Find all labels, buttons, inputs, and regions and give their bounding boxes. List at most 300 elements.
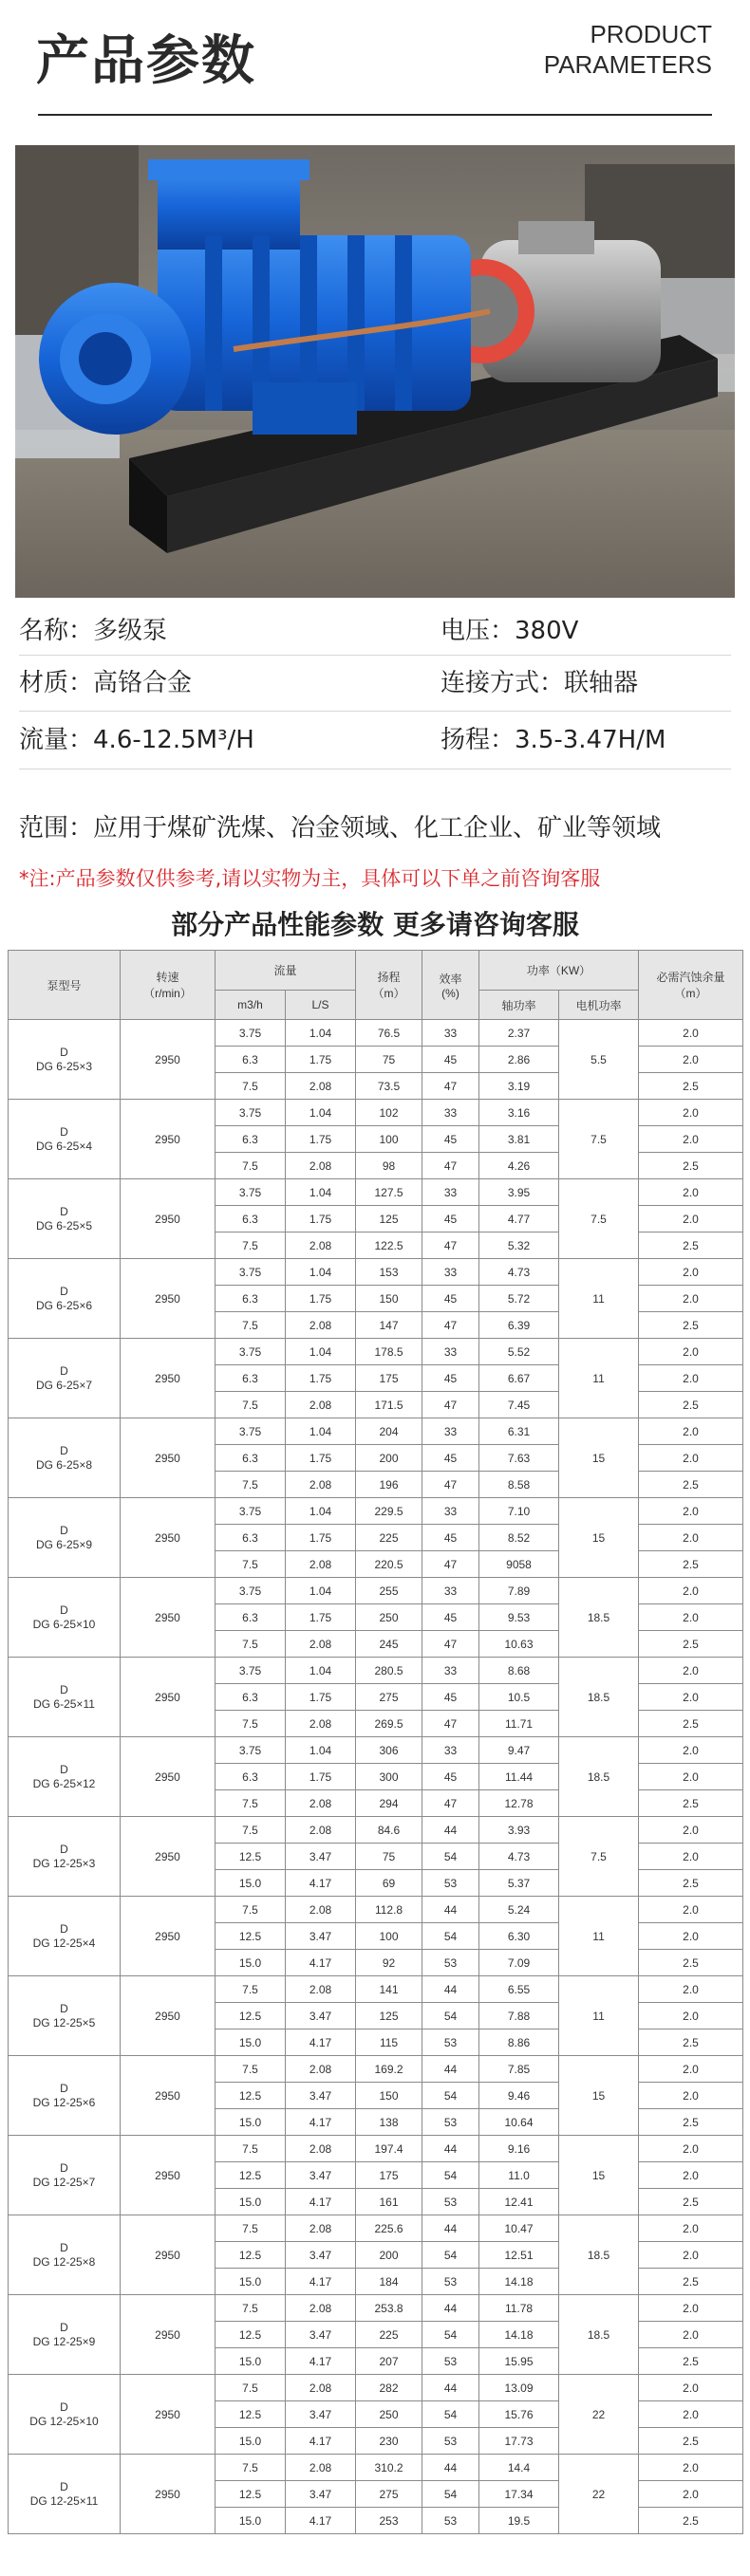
cell-flow-ls: 4.17 [286, 1870, 356, 1897]
cell-npsh: 2.0 [639, 1126, 743, 1153]
cell-shaft-power: 5.32 [479, 1232, 559, 1259]
cell-npsh: 2.0 [639, 1817, 743, 1844]
cell-flow-ls: 1.04 [286, 1100, 356, 1126]
cell-npsh: 2.5 [639, 1232, 743, 1259]
cell-flow-m3h: 12.5 [216, 2242, 286, 2269]
cell-model [9, 2215, 121, 2295]
cell-speed: 2950 [121, 1498, 216, 1578]
cell-npsh: 2.5 [639, 2269, 743, 2295]
cell-shaft-power: 6.39 [479, 1312, 559, 1339]
cell-flow-ls: 1.04 [286, 1339, 356, 1365]
cell-head: 306 [356, 1737, 422, 1764]
cell-speed: 2950 [121, 1020, 216, 1100]
title-english-line-2: PARAMETERS [543, 50, 712, 79]
cell-flow-m3h: 7.5 [216, 2375, 286, 2401]
cell-model [9, 1020, 121, 1100]
cell-npsh: 2.0 [639, 1339, 743, 1365]
cell-flow-m3h: 7.5 [216, 1711, 286, 1737]
cell-flow-m3h: 15.0 [216, 2348, 286, 2375]
material-value: 高铬合金 [93, 669, 193, 697]
page-title: 产品参数 [36, 30, 256, 92]
cell-npsh: 2.5 [639, 2508, 743, 2534]
cell-head: 100 [356, 1126, 422, 1153]
cell-efficiency: 54 [422, 1923, 479, 1950]
cell-speed: 2950 [121, 1817, 216, 1897]
cell-flow-ls: 2.08 [286, 1232, 356, 1259]
cell-efficiency: 53 [422, 2508, 479, 2534]
cell-efficiency: 47 [422, 1153, 479, 1179]
cell-shaft-power: 11.0 [479, 2162, 559, 2189]
cell-efficiency: 45 [422, 1206, 479, 1232]
cell-speed: 2950 [121, 2136, 216, 2215]
table-row [9, 2375, 743, 2401]
table-row [9, 2056, 743, 2083]
cell-flow-m3h: 7.5 [216, 1631, 286, 1658]
cell-flow-ls: 1.75 [286, 1445, 356, 1472]
cell-shaft-power: 12.78 [479, 1790, 559, 1817]
cell-npsh: 2.0 [639, 1923, 743, 1950]
cell-shaft-power: 5.52 [479, 1339, 559, 1365]
cell-npsh: 2.0 [639, 1445, 743, 1472]
cell-efficiency: 44 [422, 2056, 479, 2083]
cell-npsh: 2.0 [639, 1047, 743, 1073]
cell-head: 76.5 [356, 1020, 422, 1047]
cell-motor-power: 7.5 [559, 1100, 639, 1179]
cell-efficiency: 47 [422, 1312, 479, 1339]
cell-model [9, 1897, 121, 1976]
model-prefix: D [60, 2001, 68, 2015]
connection-label: 连接方式： [441, 669, 565, 697]
model-name: DG 6-25×12 [32, 1776, 96, 1790]
model-name: DG 6-25×11 [33, 1696, 95, 1711]
cell-efficiency: 44 [422, 2295, 479, 2322]
cell-speed: 2950 [121, 2056, 216, 2136]
cell-shaft-power: 4.73 [479, 1844, 559, 1870]
cell-model [9, 1498, 121, 1578]
cell-head: 178.5 [356, 1339, 422, 1365]
cell-flow-ls: 2.08 [286, 1153, 356, 1179]
cell-efficiency: 47 [422, 1551, 479, 1578]
cell-npsh: 2.5 [639, 2029, 743, 2056]
cell-flow-ls: 2.08 [286, 1790, 356, 1817]
cell-flow-m3h: 12.5 [216, 2162, 286, 2189]
cell-npsh: 2.5 [639, 2189, 743, 2215]
model-prefix: D [60, 1682, 68, 1696]
voltage-value: 380V [515, 617, 579, 645]
cell-speed: 2950 [121, 1658, 216, 1737]
cell-shaft-power: 7.09 [479, 1950, 559, 1976]
cell-model [9, 2375, 121, 2455]
cell-flow-m3h: 6.3 [216, 1604, 286, 1631]
cell-head: 225 [356, 2322, 422, 2348]
table-row [9, 1418, 743, 1445]
header-model: 泵型号 [9, 951, 121, 1020]
cell-head: 255 [356, 1578, 422, 1604]
cell-model [9, 1737, 121, 1817]
page-title-english [544, 19, 712, 80]
header-efficiency [422, 951, 479, 1020]
cell-efficiency: 53 [422, 1950, 479, 1976]
spec-list [19, 607, 731, 769]
cell-flow-ls: 1.04 [286, 1737, 356, 1764]
cell-efficiency: 45 [422, 1445, 479, 1472]
cell-flow-ls: 2.08 [286, 1897, 356, 1923]
cell-npsh: 2.0 [639, 2056, 743, 2083]
cell-head: 75 [356, 1047, 422, 1073]
table-row [9, 2215, 743, 2242]
cell-head: 138 [356, 2109, 422, 2136]
cell-model [9, 2295, 121, 2375]
cell-flow-ls: 3.47 [286, 2242, 356, 2269]
cell-model [9, 1339, 121, 1418]
cell-flow-m3h: 12.5 [216, 2083, 286, 2109]
cell-shaft-power: 17.34 [479, 2481, 559, 2508]
cell-flow-ls: 3.47 [286, 1923, 356, 1950]
cell-npsh: 2.0 [639, 1525, 743, 1551]
cell-model [9, 1259, 121, 1339]
cell-efficiency: 54 [422, 2003, 479, 2029]
cell-model [9, 1578, 121, 1658]
cell-flow-m3h: 6.3 [216, 1126, 286, 1153]
cell-model [9, 2455, 121, 2534]
model-prefix: D [60, 1921, 68, 1936]
model-prefix: D [60, 1443, 68, 1457]
model-prefix: D [60, 1045, 68, 1059]
cell-shaft-power: 10.47 [479, 2215, 559, 2242]
cell-head: 300 [356, 1764, 422, 1790]
name-label: 名称： [19, 617, 94, 645]
disclaimer-note: *注:产品参数仅供参考,请以实物为主，具体可以下单之前咨询客服 [19, 867, 601, 890]
cell-shaft-power: 19.5 [479, 2508, 559, 2534]
cell-head: 250 [356, 2401, 422, 2428]
cell-efficiency: 44 [422, 2215, 479, 2242]
cell-flow-ls: 4.17 [286, 2348, 356, 2375]
header-npsh [639, 951, 743, 1020]
cell-flow-m3h: 15.0 [216, 1950, 286, 1976]
cell-model [9, 1179, 121, 1259]
cell-speed: 2950 [121, 2375, 216, 2455]
cell-npsh: 2.0 [639, 1897, 743, 1923]
cell-head: 245 [356, 1631, 422, 1658]
cell-speed: 2950 [121, 1976, 216, 2056]
model-prefix: D [60, 1284, 68, 1298]
cell-efficiency: 47 [422, 1232, 479, 1259]
cell-shaft-power: 10.64 [479, 2109, 559, 2136]
model-name: DG 12-25×8 [32, 2254, 96, 2269]
cell-efficiency: 45 [422, 1365, 479, 1392]
cell-head: 150 [356, 2083, 422, 2109]
cell-flow-m3h: 15.0 [216, 1870, 286, 1897]
cell-flow-ls: 1.75 [286, 1126, 356, 1153]
cell-flow-m3h: 3.75 [216, 1259, 286, 1286]
cell-npsh: 2.0 [639, 1976, 743, 2003]
cell-shaft-power: 4.26 [479, 1153, 559, 1179]
cell-npsh: 2.0 [639, 2162, 743, 2189]
cell-shaft-power: 17.73 [479, 2428, 559, 2455]
table-row [9, 1578, 743, 1604]
cell-flow-m3h: 3.75 [216, 1100, 286, 1126]
cell-head: 310.2 [356, 2455, 422, 2481]
cell-npsh: 2.0 [639, 1365, 743, 1392]
cell-efficiency: 54 [422, 2322, 479, 2348]
cell-npsh: 2.0 [639, 2481, 743, 2508]
cell-npsh: 2.0 [639, 2003, 743, 2029]
cell-flow-ls: 2.08 [286, 2215, 356, 2242]
model-name: DG 12-25×5 [32, 2015, 96, 2029]
cell-flow-m3h: 15.0 [216, 2029, 286, 2056]
cell-motor-power: 15 [559, 2136, 639, 2215]
model-name: DG 6-25×6 [35, 1298, 93, 1312]
cell-npsh: 2.0 [639, 1684, 743, 1711]
cell-flow-ls: 3.47 [286, 2083, 356, 2109]
cell-efficiency: 54 [422, 2162, 479, 2189]
section-title: 部分产品性能参数 更多请咨询客服 [171, 909, 579, 940]
cell-efficiency: 54 [422, 2401, 479, 2428]
head-value: 3.5-3.47H/M [515, 726, 666, 754]
cell-npsh: 2.0 [639, 2295, 743, 2322]
cell-motor-power: 22 [559, 2375, 639, 2455]
cell-shaft-power: 9.46 [479, 2083, 559, 2109]
cell-npsh: 2.0 [639, 1418, 743, 1445]
cell-npsh: 2.0 [639, 1578, 743, 1604]
cell-flow-m3h: 15.0 [216, 2428, 286, 2455]
cell-head: 200 [356, 1445, 422, 1472]
model-name: DG 12-25×11 [29, 2493, 99, 2508]
cell-flow-ls: 1.75 [286, 1206, 356, 1232]
cell-flow-ls: 1.04 [286, 1658, 356, 1684]
cell-npsh: 2.5 [639, 1153, 743, 1179]
cell-flow-ls: 3.47 [286, 2401, 356, 2428]
cell-npsh: 2.5 [639, 2348, 743, 2375]
header-speed-unit: （r/min） [143, 987, 192, 1000]
cell-flow-m3h: 7.5 [216, 1232, 286, 1259]
material-label: 材质： [19, 669, 94, 697]
cell-speed: 2950 [121, 1897, 216, 1976]
cell-efficiency: 45 [422, 1604, 479, 1631]
cell-npsh: 2.5 [639, 1392, 743, 1418]
spec-voltage [441, 607, 578, 655]
cell-efficiency: 44 [422, 1817, 479, 1844]
cell-flow-ls: 2.08 [286, 1551, 356, 1578]
flow-label: 流量： [19, 726, 94, 754]
cell-motor-power: 11 [559, 1897, 639, 1976]
spec-row-flow-head [19, 712, 731, 769]
cell-efficiency: 44 [422, 1976, 479, 2003]
cell-shaft-power: 15.95 [479, 2348, 559, 2375]
cell-shaft-power: 9.16 [479, 2136, 559, 2162]
cell-shaft-power: 7.85 [479, 2056, 559, 2083]
cell-head: 253 [356, 2508, 422, 2534]
cell-flow-m3h: 7.5 [216, 2136, 286, 2162]
cell-flow-m3h: 7.5 [216, 1153, 286, 1179]
cell-head: 102 [356, 1100, 422, 1126]
model-prefix: D [60, 1523, 68, 1537]
cell-motor-power: 15 [559, 1418, 639, 1498]
cell-npsh: 2.0 [639, 2083, 743, 2109]
cell-flow-ls: 2.08 [286, 2136, 356, 2162]
cell-head: 153 [356, 1259, 422, 1286]
spec-range [19, 811, 741, 845]
cell-shaft-power: 7.89 [479, 1578, 559, 1604]
cell-flow-m3h: 6.3 [216, 1206, 286, 1232]
cell-npsh: 2.5 [639, 1631, 743, 1658]
cell-motor-power: 18.5 [559, 2215, 639, 2295]
cell-flow-m3h: 15.0 [216, 2508, 286, 2534]
cell-efficiency: 47 [422, 1631, 479, 1658]
table-body [9, 1020, 743, 2534]
cell-efficiency: 33 [422, 1259, 479, 1286]
cell-npsh: 2.5 [639, 1950, 743, 1976]
cell-efficiency: 33 [422, 1498, 479, 1525]
cell-head: 115 [356, 2029, 422, 2056]
header-npsh-unit: （m） [674, 987, 707, 1000]
cell-head: 184 [356, 2269, 422, 2295]
cell-shaft-power: 5.72 [479, 1286, 559, 1312]
table-row [9, 1897, 743, 1923]
cell-flow-ls: 2.08 [286, 1392, 356, 1418]
cell-efficiency: 33 [422, 1737, 479, 1764]
cell-shaft-power: 7.45 [479, 1392, 559, 1418]
cell-efficiency: 45 [422, 1126, 479, 1153]
cell-efficiency: 53 [422, 2348, 479, 2375]
cell-npsh: 2.0 [639, 2136, 743, 2162]
cell-npsh: 2.0 [639, 1658, 743, 1684]
cell-flow-m3h: 6.3 [216, 1286, 286, 1312]
model-prefix: D [60, 2240, 68, 2254]
cell-flow-m3h: 7.5 [216, 1976, 286, 2003]
model-name: DG 12-25×10 [29, 2414, 99, 2428]
cell-npsh: 2.5 [639, 1073, 743, 1100]
cell-head: 147 [356, 1312, 422, 1339]
cell-head: 294 [356, 1790, 422, 1817]
cell-head: 112.8 [356, 1897, 422, 1923]
cell-efficiency: 54 [422, 2481, 479, 2508]
cell-shaft-power: 8.52 [479, 1525, 559, 1551]
cell-flow-ls: 2.08 [286, 2455, 356, 2481]
cell-flow-ls: 2.08 [286, 1817, 356, 1844]
cell-npsh: 2.5 [639, 1551, 743, 1578]
cell-speed: 2950 [121, 1100, 216, 1179]
cell-model [9, 1418, 121, 1498]
cell-head: 269.5 [356, 1711, 422, 1737]
cell-flow-m3h: 6.3 [216, 1047, 286, 1073]
cell-flow-m3h: 12.5 [216, 2003, 286, 2029]
cell-flow-m3h: 12.5 [216, 1923, 286, 1950]
cell-flow-m3h: 7.5 [216, 1392, 286, 1418]
model-name: DG 6-25×7 [35, 1378, 93, 1392]
cell-flow-ls: 1.75 [286, 1525, 356, 1551]
cell-shaft-power: 8.68 [479, 1658, 559, 1684]
table-row [9, 1179, 743, 1206]
cell-npsh: 2.0 [639, 1737, 743, 1764]
cell-npsh: 2.0 [639, 1206, 743, 1232]
cell-model [9, 2056, 121, 2136]
cell-flow-m3h: 6.3 [216, 1525, 286, 1551]
header-motor-power: 电机功率 [559, 991, 639, 1020]
cell-head: 84.6 [356, 1817, 422, 1844]
cell-motor-power: 11 [559, 1976, 639, 2056]
cell-shaft-power: 2.37 [479, 1020, 559, 1047]
cell-shaft-power: 3.16 [479, 1100, 559, 1126]
cell-npsh: 2.5 [639, 2109, 743, 2136]
cell-efficiency: 53 [422, 2109, 479, 2136]
model-name: DG 6-25×4 [35, 1139, 93, 1153]
cell-npsh: 2.5 [639, 1711, 743, 1737]
cell-flow-ls: 2.08 [286, 2375, 356, 2401]
cell-efficiency: 47 [422, 1790, 479, 1817]
cell-flow-ls: 1.75 [286, 1764, 356, 1790]
model-prefix: D [60, 1762, 68, 1776]
cell-head: 150 [356, 1286, 422, 1312]
cell-npsh: 2.0 [639, 1604, 743, 1631]
cell-head: 225.6 [356, 2215, 422, 2242]
cell-flow-m3h: 3.75 [216, 1020, 286, 1047]
model-name: DG 12-25×9 [32, 2334, 96, 2348]
cell-speed: 2950 [121, 1418, 216, 1498]
cell-flow-m3h: 3.75 [216, 1578, 286, 1604]
cell-shaft-power: 4.77 [479, 1206, 559, 1232]
cell-shaft-power: 8.58 [479, 1472, 559, 1498]
cell-flow-m3h: 3.75 [216, 1737, 286, 1764]
cell-efficiency: 44 [422, 2455, 479, 2481]
model-prefix: D [60, 2320, 68, 2334]
cell-head: 275 [356, 2481, 422, 2508]
model-name: DG 12-25×7 [32, 2175, 96, 2189]
cell-efficiency: 33 [422, 1418, 479, 1445]
cell-flow-m3h: 6.3 [216, 1684, 286, 1711]
cell-shaft-power: 6.31 [479, 1418, 559, 1445]
cell-shaft-power: 14.18 [479, 2322, 559, 2348]
cell-shaft-power: 7.88 [479, 2003, 559, 2029]
cell-efficiency: 33 [422, 1578, 479, 1604]
header-eff-label: 效率 [439, 972, 462, 986]
name-value: 多级泵 [93, 617, 168, 645]
cell-motor-power: 5.5 [559, 1020, 639, 1100]
header-shaft-power: 轴功率 [479, 991, 559, 1020]
cell-head: 73.5 [356, 1073, 422, 1100]
cell-npsh: 2.0 [639, 1286, 743, 1312]
model-name: DG 6-25×8 [35, 1457, 93, 1472]
cell-flow-ls: 2.08 [286, 1631, 356, 1658]
cell-efficiency: 33 [422, 1100, 479, 1126]
cell-efficiency: 33 [422, 1658, 479, 1684]
cell-flow-m3h: 15.0 [216, 2269, 286, 2295]
cell-head: 175 [356, 1365, 422, 1392]
cell-npsh: 2.0 [639, 2215, 743, 2242]
spec-row-material-connection [19, 656, 731, 712]
cell-head: 250 [356, 1604, 422, 1631]
cell-shaft-power: 10.5 [479, 1684, 559, 1711]
cell-flow-m3h: 7.5 [216, 1073, 286, 1100]
cell-efficiency: 44 [422, 1897, 479, 1923]
cell-motor-power: 11 [559, 1259, 639, 1339]
header-npsh-label: 必需汽蚀余量 [656, 971, 725, 984]
cell-flow-ls: 1.04 [286, 1498, 356, 1525]
cell-motor-power: 7.5 [559, 1817, 639, 1897]
cell-flow-m3h: 12.5 [216, 2322, 286, 2348]
header-flow-m3h: m3/h [216, 991, 286, 1020]
model-prefix: D [60, 2400, 68, 2414]
voltage-label: 电压： [441, 617, 516, 645]
cell-shaft-power: 3.81 [479, 1126, 559, 1153]
cell-shaft-power: 8.86 [479, 2029, 559, 2056]
cell-npsh: 2.5 [639, 1312, 743, 1339]
cell-flow-ls: 4.17 [286, 2109, 356, 2136]
cell-head: 92 [356, 1950, 422, 1976]
cell-shaft-power: 3.93 [479, 1817, 559, 1844]
table-row [9, 1658, 743, 1684]
cell-shaft-power: 2.86 [479, 1047, 559, 1073]
